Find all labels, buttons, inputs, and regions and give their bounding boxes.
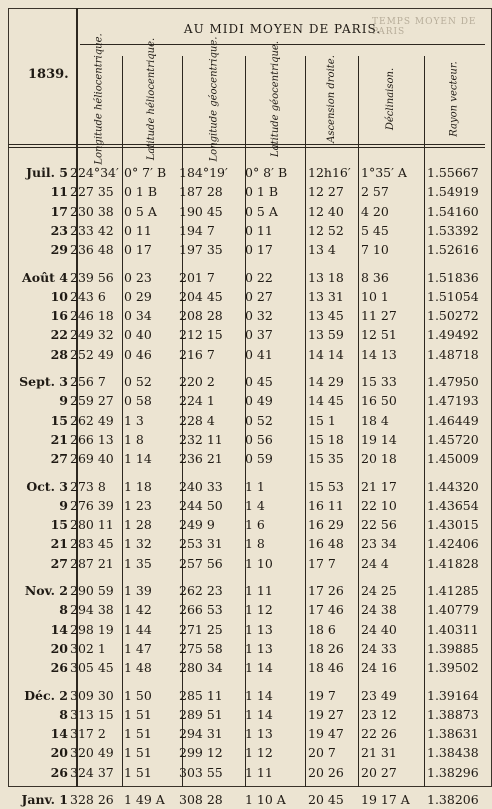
radius-vector-cell: 1.41285 xyxy=(427,583,479,598)
right-ascension-cell: 13 18 xyxy=(308,269,344,285)
radius-vector-cell: 1.39885 xyxy=(427,640,479,656)
geocentric-latitude-cell: 0 59 xyxy=(245,451,273,467)
right-ascension-cell: 16 29 xyxy=(308,517,344,533)
table-row xyxy=(8,790,485,809)
right-ascension-cell: 17 46 xyxy=(308,602,344,618)
geocentric-longitude-cell: 216 7 xyxy=(179,346,215,362)
radius-vector-cell: 1.38438 xyxy=(427,745,479,761)
row-date: 22 xyxy=(50,327,68,343)
radius-vector-cell: 1.53392 xyxy=(427,222,479,238)
geocentric-longitude-cell: 285 11 xyxy=(179,687,223,703)
table-row xyxy=(8,391,485,410)
heliocentric-longitude-cell: 269 40 xyxy=(70,451,114,467)
table-row xyxy=(8,620,485,639)
geocentric-latitude-cell: 0 1 B xyxy=(245,184,279,200)
geocentric-latitude-cell: 1 12 xyxy=(245,745,273,761)
row-date: 23 xyxy=(50,222,68,238)
heliocentric-longitude-cell: 243 6 xyxy=(70,288,106,304)
row-date: 14 xyxy=(50,621,68,637)
heliocentric-longitude-cell: 283 45 xyxy=(70,536,114,552)
heliocentric-longitude-cell: 262 49 xyxy=(70,412,114,428)
heliocentric-latitude-cell: 1 32 xyxy=(124,536,152,552)
table-row xyxy=(8,202,485,221)
radius-vector-cell: 1.43654 xyxy=(427,497,479,513)
row-date: 14 xyxy=(50,726,68,742)
geocentric-longitude-cell: 201 7 xyxy=(179,269,215,285)
heliocentric-longitude-cell: 317 2 xyxy=(70,726,106,742)
geocentric-longitude-cell: 208 28 xyxy=(179,308,223,324)
table-row xyxy=(8,705,485,724)
radius-vector-cell: 1.41828 xyxy=(427,555,479,571)
column-header-geocentric-latitude: Latitude géocentrique. xyxy=(269,40,281,158)
table-row xyxy=(8,372,485,391)
geocentric-longitude-cell: 232 11 xyxy=(179,431,223,447)
geocentric-latitude-cell: 1 11 xyxy=(245,583,273,598)
geocentric-longitude-cell: 299 12 xyxy=(179,745,223,761)
geocentric-latitude-cell: 1 10 A xyxy=(245,792,286,807)
geocentric-longitude-cell: 194 7 xyxy=(179,222,215,238)
right-ascension-cell: 17 7 xyxy=(308,555,336,571)
heliocentric-longitude-cell: 309 30 xyxy=(70,687,114,703)
right-ascension-cell: 19 47 xyxy=(308,726,344,742)
heliocentric-latitude-cell: 1 14 xyxy=(124,451,152,467)
geocentric-longitude-cell: 204 45 xyxy=(179,288,223,304)
geocentric-longitude-cell: 212 15 xyxy=(179,327,223,343)
row-date: 9 xyxy=(59,393,68,409)
geocentric-latitude-cell: 0 49 xyxy=(245,393,273,409)
declination-cell: 24 40 xyxy=(361,621,397,637)
geocentric-longitude-cell: 190 45 xyxy=(179,203,223,219)
radius-vector-cell: 1.47950 xyxy=(427,374,479,389)
heliocentric-latitude-cell: 0° 7′ B xyxy=(124,165,167,180)
geocentric-latitude-cell: 1 4 xyxy=(245,497,265,513)
table-row xyxy=(8,182,485,201)
geocentric-longitude-cell: 253 31 xyxy=(179,536,223,552)
right-ascension-cell: 13 45 xyxy=(308,308,344,324)
declination-cell: 4 20 xyxy=(361,203,389,219)
heliocentric-longitude-cell: 256 7 xyxy=(70,374,106,389)
heliocentric-latitude-cell: 0 1 B xyxy=(124,184,158,200)
bleed-through-header: TEMPS MOYEN DE PARIS xyxy=(372,17,477,37)
declination-cell: 22 10 xyxy=(361,497,397,513)
heliocentric-latitude-cell: 0 34 xyxy=(124,308,152,324)
row-date: Janv. 1 xyxy=(21,792,68,807)
table-row xyxy=(8,581,485,600)
heliocentric-longitude-cell: 236 48 xyxy=(70,242,114,258)
row-date: 29 xyxy=(50,242,68,258)
table-row xyxy=(8,743,485,762)
declination-cell: 22 26 xyxy=(361,726,397,742)
header-rule-bottom xyxy=(8,147,485,148)
geocentric-latitude-cell: 1 8 xyxy=(245,536,265,552)
row-date: 27 xyxy=(50,451,68,467)
right-ascension-cell: 15 18 xyxy=(308,431,344,447)
row-date: 15 xyxy=(50,517,68,533)
heliocentric-latitude-cell: 1 35 xyxy=(124,555,152,571)
heliocentric-longitude-cell: 224°34′ xyxy=(70,165,119,180)
row-date: 21 xyxy=(50,536,68,552)
declination-cell: 24 25 xyxy=(361,583,397,598)
heliocentric-latitude-cell: 0 11 xyxy=(124,222,152,238)
geocentric-latitude-cell: 1 10 xyxy=(245,555,273,571)
table-row xyxy=(8,515,485,534)
geocentric-latitude-cell: 0° 8′ B xyxy=(245,165,288,180)
table-row xyxy=(8,477,485,496)
table-row xyxy=(8,763,485,782)
heliocentric-longitude-cell: 266 13 xyxy=(70,431,114,447)
geocentric-latitude-cell: 0 27 xyxy=(245,288,273,304)
geocentric-latitude-cell: 0 56 xyxy=(245,431,273,447)
geocentric-latitude-cell: 0 11 xyxy=(245,222,273,238)
radius-vector-cell: 1.46449 xyxy=(427,412,479,428)
declination-cell: 23 49 xyxy=(361,687,397,703)
geocentric-latitude-cell: 0 52 xyxy=(245,412,273,428)
geocentric-latitude-cell: 1 1 xyxy=(245,478,265,494)
radius-vector-cell: 1.51054 xyxy=(427,288,479,304)
heliocentric-longitude-cell: 227 35 xyxy=(70,184,114,200)
heliocentric-latitude-cell: 0 17 xyxy=(124,242,152,258)
table-row xyxy=(8,534,485,553)
heliocentric-latitude-cell: 1 51 xyxy=(124,706,152,722)
radius-vector-cell: 1.38296 xyxy=(427,764,479,780)
table-row xyxy=(8,287,485,306)
geocentric-latitude-cell: 1 11 xyxy=(245,764,273,780)
heliocentric-latitude-cell: 0 58 xyxy=(124,393,152,409)
row-date: Nov. 2 xyxy=(24,583,68,598)
declination-cell: 21 17 xyxy=(361,478,397,494)
geocentric-longitude-cell: 257 56 xyxy=(179,555,223,571)
heliocentric-latitude-cell: 1 51 xyxy=(124,745,152,761)
geocentric-latitude-cell: 1 13 xyxy=(245,640,273,656)
heliocentric-latitude-cell: 1 39 xyxy=(124,583,152,598)
heliocentric-latitude-cell: 1 44 xyxy=(124,621,152,637)
heliocentric-latitude-cell: 0 23 xyxy=(124,269,152,285)
row-date: 26 xyxy=(50,764,68,780)
heliocentric-longitude-cell: 246 18 xyxy=(70,308,114,324)
radius-vector-cell: 1.42406 xyxy=(427,536,479,552)
heliocentric-latitude-cell: 0 40 xyxy=(124,327,152,343)
geocentric-latitude-cell: 0 45 xyxy=(245,374,273,389)
row-date: Juil. 5 xyxy=(26,165,68,180)
row-date: 8 xyxy=(59,602,68,618)
heliocentric-latitude-cell: 1 51 xyxy=(124,764,152,780)
heliocentric-latitude-cell: 1 51 xyxy=(124,726,152,742)
row-date: 20 xyxy=(50,745,68,761)
right-ascension-cell: 15 53 xyxy=(308,478,344,494)
right-ascension-cell: 14 14 xyxy=(308,346,344,362)
right-ascension-cell: 20 7 xyxy=(308,745,336,761)
right-ascension-cell: 18 26 xyxy=(308,640,344,656)
right-ascension-cell: 20 26 xyxy=(308,764,344,780)
declination-cell: 1°35′ A xyxy=(361,165,407,180)
heliocentric-latitude-cell: 0 29 xyxy=(124,288,152,304)
heliocentric-longitude-cell: 328 26 xyxy=(70,792,114,807)
declination-cell: 15 33 xyxy=(361,374,397,389)
heliocentric-latitude-cell: 1 8 xyxy=(124,431,144,447)
declination-cell: 2 57 xyxy=(361,184,389,200)
geocentric-longitude-cell: 244 50 xyxy=(179,497,223,513)
declination-cell: 23 12 xyxy=(361,706,397,722)
right-ascension-cell: 17 26 xyxy=(308,583,344,598)
table-row xyxy=(8,496,485,515)
column-header-heliocentric-longitude: Longitude héliocentrique. xyxy=(94,33,106,165)
heliocentric-latitude-cell: 1 18 xyxy=(124,478,152,494)
table-row xyxy=(8,163,485,182)
right-ascension-cell: 15 35 xyxy=(308,451,344,467)
heliocentric-latitude-cell: 1 28 xyxy=(124,517,152,533)
declination-cell: 8 36 xyxy=(361,269,389,285)
heliocentric-latitude-cell: 1 47 xyxy=(124,640,152,656)
geocentric-longitude-cell: 197 35 xyxy=(179,242,223,258)
geocentric-latitude-cell: 0 22 xyxy=(245,269,273,285)
right-ascension-cell: 15 1 xyxy=(308,412,336,428)
heliocentric-latitude-cell: 1 42 xyxy=(124,602,152,618)
right-ascension-cell: 12 52 xyxy=(308,222,344,238)
row-date: 21 xyxy=(50,431,68,447)
geocentric-longitude-cell: 294 31 xyxy=(179,726,223,742)
geocentric-longitude-cell: 187 28 xyxy=(179,184,223,200)
radius-vector-cell: 1.51836 xyxy=(427,269,479,285)
radius-vector-cell: 1.45009 xyxy=(427,451,479,467)
declination-cell: 24 4 xyxy=(361,555,389,571)
radius-vector-cell: 1.49492 xyxy=(427,327,479,343)
geocentric-longitude-cell: 289 51 xyxy=(179,706,223,722)
declination-cell: 19 14 xyxy=(361,431,397,447)
table-row xyxy=(8,325,485,344)
row-date: 11 xyxy=(50,184,68,200)
declination-cell: 24 33 xyxy=(361,640,397,656)
row-date: 17 xyxy=(50,203,68,219)
table-row xyxy=(8,554,485,573)
heliocentric-longitude-cell: 324 37 xyxy=(70,764,114,780)
row-date: Août 4 xyxy=(22,269,68,285)
table-row xyxy=(8,724,485,743)
geocentric-longitude-cell: 249 9 xyxy=(179,517,215,533)
heliocentric-latitude-cell: 1 49 A xyxy=(124,792,165,807)
right-ascension-cell: 14 45 xyxy=(308,393,344,409)
geocentric-latitude-cell: 0 17 xyxy=(245,242,273,258)
geocentric-longitude-cell: 220 2 xyxy=(179,374,215,389)
right-ascension-cell: 12 40 xyxy=(308,203,344,219)
heliocentric-latitude-cell: 1 48 xyxy=(124,660,152,676)
row-date: Sept. 3 xyxy=(19,374,68,389)
declination-cell: 24 38 xyxy=(361,602,397,618)
table-row xyxy=(8,686,485,705)
radius-vector-cell: 1.52616 xyxy=(427,242,479,258)
heliocentric-longitude-cell: 313 15 xyxy=(70,706,114,722)
heliocentric-latitude-cell: 1 3 xyxy=(124,412,144,428)
declination-cell: 11 27 xyxy=(361,308,397,324)
heliocentric-longitude-cell: 290 59 xyxy=(70,583,114,598)
geocentric-longitude-cell: 308 28 xyxy=(179,792,223,807)
geocentric-longitude-cell: 271 25 xyxy=(179,621,223,637)
heliocentric-longitude-cell: 320 49 xyxy=(70,745,114,761)
column-header-declination: Déclinaison. xyxy=(385,67,397,131)
column-header-radius-vector: Rayon vecteur. xyxy=(449,61,461,137)
geocentric-longitude-cell: 280 34 xyxy=(179,660,223,676)
radius-vector-cell: 1.55667 xyxy=(427,165,479,180)
right-ascension-cell: 12 27 xyxy=(308,184,344,200)
row-date: 8 xyxy=(59,706,68,722)
geocentric-longitude-cell: 266 53 xyxy=(179,602,223,618)
radius-vector-cell: 1.38206 xyxy=(427,792,479,807)
right-ascension-cell: 16 11 xyxy=(308,497,344,513)
row-date: 20 xyxy=(50,640,68,656)
radius-vector-cell: 1.45720 xyxy=(427,431,479,447)
radius-vector-cell: 1.50272 xyxy=(427,308,479,324)
radius-vector-cell: 1.40311 xyxy=(427,621,479,637)
right-ascension-cell: 13 31 xyxy=(308,288,344,304)
heliocentric-longitude-cell: 259 27 xyxy=(70,393,114,409)
geocentric-longitude-cell: 236 21 xyxy=(179,451,223,467)
geocentric-longitude-cell: 228 4 xyxy=(179,412,215,428)
table-row xyxy=(8,449,485,468)
heliocentric-latitude-cell: 0 46 xyxy=(124,346,152,362)
declination-cell: 20 27 xyxy=(361,764,397,780)
heliocentric-longitude-cell: 302 1 xyxy=(70,640,106,656)
row-date: 26 xyxy=(50,660,68,676)
right-ascension-cell: 19 27 xyxy=(308,706,344,722)
right-ascension-cell: 14 29 xyxy=(308,374,344,389)
declination-cell: 5 45 xyxy=(361,222,389,238)
heliocentric-longitude-cell: 273 8 xyxy=(70,478,106,494)
heliocentric-longitude-cell: 287 21 xyxy=(70,555,114,571)
heliocentric-longitude-cell: 249 32 xyxy=(70,327,114,343)
right-ascension-cell: 13 59 xyxy=(308,327,344,343)
radius-vector-cell: 1.39502 xyxy=(427,660,479,676)
right-ascension-cell: 12h16′ xyxy=(308,165,351,180)
declination-cell: 18 4 xyxy=(361,412,389,428)
header-rule-top xyxy=(8,144,485,145)
geocentric-latitude-cell: 0 32 xyxy=(245,308,273,324)
right-ascension-cell: 20 45 xyxy=(308,792,344,807)
declination-cell: 14 13 xyxy=(361,346,397,362)
declination-cell: 22 56 xyxy=(361,517,397,533)
heliocentric-latitude-cell: 0 5 A xyxy=(124,203,157,219)
year-label: 1839. xyxy=(28,67,69,82)
table-row xyxy=(8,411,485,430)
geocentric-latitude-cell: 1 14 xyxy=(245,706,273,722)
right-ascension-cell: 19 7 xyxy=(308,687,336,703)
declination-cell: 20 18 xyxy=(361,451,397,467)
radius-vector-cell: 1.54919 xyxy=(427,184,479,200)
right-ascension-cell: 18 46 xyxy=(308,660,344,676)
geocentric-latitude-cell: 1 14 xyxy=(245,687,273,703)
declination-cell: 16 50 xyxy=(361,393,397,409)
geocentric-longitude-cell: 184°19′ xyxy=(179,165,228,180)
geocentric-longitude-cell: 275 58 xyxy=(179,640,223,656)
right-ascension-cell: 16 48 xyxy=(308,536,344,552)
geocentric-latitude-cell: 0 41 xyxy=(245,346,273,362)
geocentric-latitude-cell: 1 14 xyxy=(245,660,273,676)
radius-vector-cell: 1.54160 xyxy=(427,203,479,219)
row-date: 10 xyxy=(50,288,68,304)
declination-cell: 24 16 xyxy=(361,660,397,676)
row-date: 9 xyxy=(59,497,68,513)
table-row xyxy=(8,306,485,325)
row-date: 16 xyxy=(50,308,68,324)
column-header-right-ascension: Ascension droite. xyxy=(326,55,337,143)
row-date: Déc. 2 xyxy=(24,687,68,703)
radius-vector-cell: 1.48718 xyxy=(427,346,479,362)
heliocentric-longitude-cell: 252 49 xyxy=(70,346,114,362)
table-row xyxy=(8,345,485,364)
table-row xyxy=(8,639,485,658)
geocentric-latitude-cell: 0 37 xyxy=(245,327,273,343)
table-title: AU MIDI MOYEN DE PARIS. xyxy=(183,22,382,36)
table-row xyxy=(8,600,485,619)
title-rule xyxy=(80,44,485,45)
geocentric-latitude-cell: 1 13 xyxy=(245,621,273,637)
right-ascension-cell: 18 6 xyxy=(308,621,336,637)
geocentric-longitude-cell: 224 1 xyxy=(179,393,215,409)
heliocentric-latitude-cell: 1 50 xyxy=(124,687,152,703)
declination-cell: 23 34 xyxy=(361,536,397,552)
heliocentric-longitude-cell: 280 11 xyxy=(70,517,114,533)
radius-vector-cell: 1.38873 xyxy=(427,706,479,722)
declination-cell: 19 17 A xyxy=(361,792,410,807)
radius-vector-cell: 1.47193 xyxy=(427,393,479,409)
column-header-geocentric-longitude: Longitude géocentrique. xyxy=(208,36,219,162)
declination-cell: 21 31 xyxy=(361,745,397,761)
heliocentric-longitude-cell: 305 45 xyxy=(70,660,114,676)
geocentric-latitude-cell: 1 12 xyxy=(245,602,273,618)
column-header-heliocentric-latitude: Latitude héliocentrique. xyxy=(146,37,158,161)
heliocentric-latitude-cell: 0 52 xyxy=(124,374,152,389)
declination-cell: 7 10 xyxy=(361,242,389,258)
table-row xyxy=(8,268,485,287)
heliocentric-latitude-cell: 1 23 xyxy=(124,497,152,513)
radius-vector-cell: 1.44320 xyxy=(427,478,479,494)
row-date: Oct. 3 xyxy=(26,478,68,494)
row-date: 15 xyxy=(50,412,68,428)
row-date: 27 xyxy=(50,555,68,571)
heliocentric-longitude-cell: 230 38 xyxy=(70,203,114,219)
geocentric-longitude-cell: 262 23 xyxy=(179,583,223,598)
radius-vector-cell: 1.38631 xyxy=(427,726,479,742)
heliocentric-longitude-cell: 276 39 xyxy=(70,497,114,513)
heliocentric-longitude-cell: 233 42 xyxy=(70,222,114,238)
heliocentric-longitude-cell: 298 19 xyxy=(70,621,114,637)
geocentric-longitude-cell: 240 33 xyxy=(179,478,223,494)
radius-vector-cell: 1.39164 xyxy=(427,687,479,703)
geocentric-latitude-cell: 1 13 xyxy=(245,726,273,742)
table-row xyxy=(8,221,485,240)
table-row xyxy=(8,240,485,259)
radius-vector-cell: 1.40779 xyxy=(427,602,479,618)
heliocentric-longitude-cell: 239 56 xyxy=(70,269,114,285)
declination-cell: 12 51 xyxy=(361,327,397,343)
geocentric-longitude-cell: 303 55 xyxy=(179,764,223,780)
geocentric-latitude-cell: 0 5 A xyxy=(245,203,278,219)
declination-cell: 10 1 xyxy=(361,288,389,304)
row-date: 28 xyxy=(50,346,68,362)
table-row xyxy=(8,430,485,449)
right-ascension-cell: 13 4 xyxy=(308,242,336,258)
table-row xyxy=(8,658,485,677)
radius-vector-cell: 1.43015 xyxy=(427,517,479,533)
heliocentric-longitude-cell: 294 38 xyxy=(70,602,114,618)
geocentric-latitude-cell: 1 6 xyxy=(245,517,265,533)
